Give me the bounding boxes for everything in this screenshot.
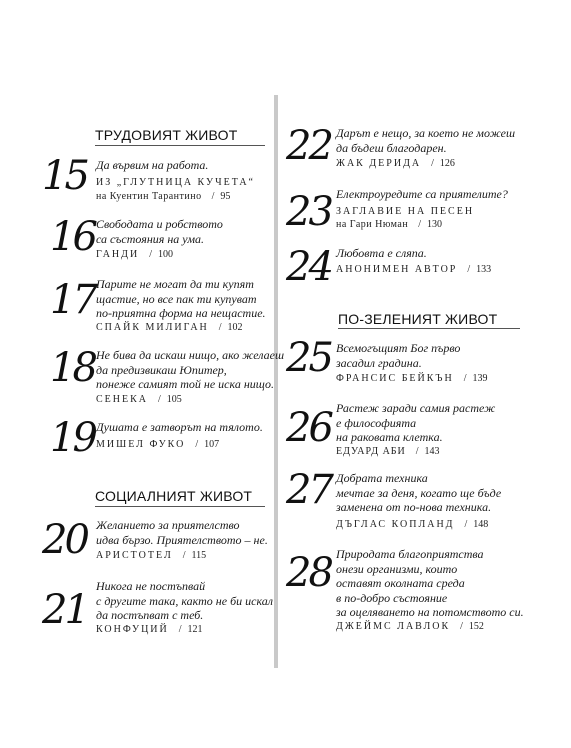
entry-quote: Никога не постъпвай с другите така, както не би искал да постъпват с теб. xyxy=(96,579,273,622)
entry-number: 24 xyxy=(286,244,331,290)
section-title-work: ТРУДОВИЯТ ЖИВОТ xyxy=(95,127,238,143)
entry-number: 19 xyxy=(50,415,95,461)
entry-author: СПАЙК МИЛИГАН / 102 xyxy=(96,322,243,333)
entry-author: МИШЕЛ ФУКО / 107 xyxy=(96,439,220,450)
entry-number: 23 xyxy=(286,189,331,235)
entry-author-detail: на Куентин Тарантино / 95 xyxy=(96,191,231,202)
entry-page: 95 xyxy=(220,191,231,202)
entry-number: 27 xyxy=(286,467,331,513)
entry-quote: Свободата и робството са състояния на ума. xyxy=(96,217,223,246)
entry-page: 107 xyxy=(204,439,220,450)
entry-quote: Парите не могат да ти купят щастие, но все пак ти купуват по-приятна форма на нещастие. xyxy=(96,277,266,320)
entry-page: 100 xyxy=(157,249,173,260)
entry-quote: Не бива да искаш нищо, ако желаеш да предизвикаш Юпитер, понеже самият той не иска нищо. xyxy=(96,348,285,391)
entry-author: ГАНДИ / 100 xyxy=(96,249,173,260)
entry-number: 26 xyxy=(286,405,331,451)
entry-number: 22 xyxy=(286,123,331,169)
entry-number: 17 xyxy=(50,277,95,323)
entry-number: 21 xyxy=(42,587,87,633)
entry-page: 126 xyxy=(439,158,455,169)
entry-author-detail: на Гари Нюман / 130 xyxy=(336,219,443,230)
entry-quote: Да вървим на работа. xyxy=(96,158,209,172)
entry-page: 121 xyxy=(187,624,203,635)
entry-quote: Любовта е сляпа. xyxy=(336,246,427,260)
entry-author: ФРАНСИС БЕЙКЪН / 139 xyxy=(336,373,488,384)
entry-page: 115 xyxy=(191,550,207,561)
section-title-social: СОЦИАЛНИЯТ ЖИВОТ xyxy=(95,488,253,504)
entry-page: 102 xyxy=(227,322,243,333)
entry-author: ДЪГЛАС КОПЛАНД / 148 xyxy=(336,519,489,530)
entry-author: ЖАК ДЕРИДА / 126 xyxy=(336,158,455,169)
entry-page: 143 xyxy=(424,446,440,457)
entry-author: ЕДУАРД АБИ / 143 xyxy=(336,446,440,457)
entry-quote: Природата благоприятства онези организми, които оставят околната среда в по-добро състояние за оцеляването на потомството си. xyxy=(336,547,524,619)
entry-page: 105 xyxy=(166,394,182,405)
entry-author: ЗАГЛАВИЕ НА ПЕСЕН xyxy=(336,206,475,217)
section-rule-green xyxy=(338,328,520,329)
entry-author: КОНФУЦИЙ / 121 xyxy=(96,624,203,635)
entry-page: 148 xyxy=(473,519,489,530)
entry-number: 15 xyxy=(42,153,87,199)
entry-number: 25 xyxy=(286,335,331,381)
entry-author: АРИСТОТЕЛ / 115 xyxy=(96,550,207,561)
section-title-green: ПО-ЗЕЛЕНИЯТ ЖИВОТ xyxy=(338,311,498,327)
entry-quote: Желанието за приятелство идва бързо. Приятелството – не. xyxy=(96,518,268,547)
entry-author: АНОНИМЕН АВТОР / 133 xyxy=(336,264,492,275)
entry-quote: Добрата техника мечтае за деня, когато ще бъде заменена от по-нова техника. xyxy=(336,471,502,514)
entry-number: 16 xyxy=(50,214,95,260)
entry-author: СЕНЕКА / 105 xyxy=(96,394,182,405)
entry-author: ИЗ „ГЛУТНИЦА КУЧЕТА“ xyxy=(96,177,255,188)
entry-quote: Всемогъщият Бог първо засадил градина. xyxy=(336,341,461,370)
entry-number: 18 xyxy=(50,345,95,391)
entry-number: 20 xyxy=(42,517,87,563)
entry-page: 139 xyxy=(472,373,488,384)
entry-quote: Електроуредите са приятелите? xyxy=(336,187,508,201)
entry-number: 28 xyxy=(286,550,331,596)
section-rule-social xyxy=(95,506,265,507)
entry-quote: Дарът е нещо, за което не можеш да бъдеш благодарен. xyxy=(336,126,516,155)
entry-author: ДЖЕЙМС ЛАВЛОК / 152 xyxy=(336,621,484,632)
entry-page: 133 xyxy=(476,264,492,275)
entry-quote: Душата е затворът на тялото. xyxy=(96,420,263,434)
entry-page: 152 xyxy=(468,621,484,632)
section-rule-work xyxy=(95,145,265,146)
entry-quote: Растеж заради самия растеж е философията на раковата клетка. xyxy=(336,401,496,444)
entry-page: 130 xyxy=(427,219,443,230)
